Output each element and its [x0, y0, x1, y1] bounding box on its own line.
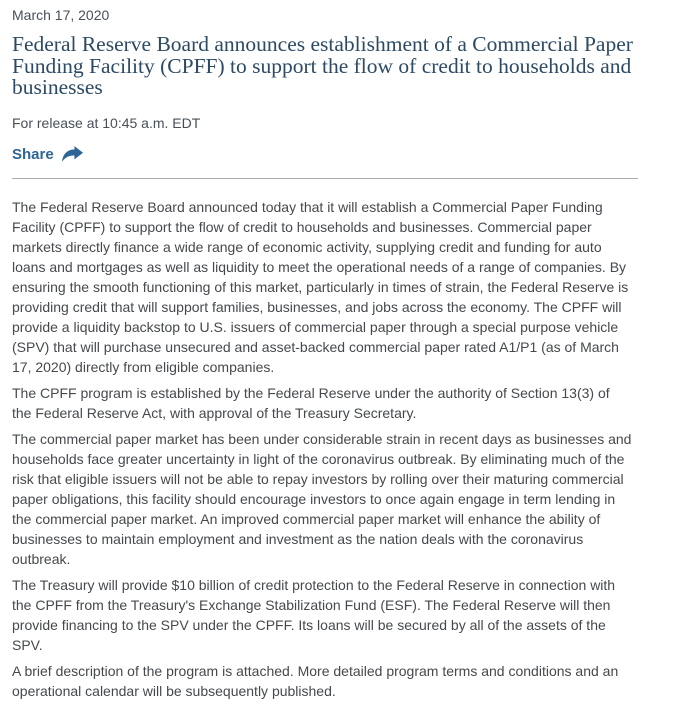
- page-title: Federal Reserve Board announces establishment of a Commercial Paper Funding Facility (CPFF) to support the flow of credit to households and businesses: [12, 32, 633, 99]
- article-paragraph-5: A brief description of the program is attached. More detailed program terms and conditions and an operational calendar will be subsequently published.: [12, 662, 619, 699]
- article-body: [12, 197, 632, 701]
- share-link[interactable]: [12, 146, 83, 163]
- release-time-line: For release at 10:45 a.m. EDT: [12, 114, 201, 131]
- article-paragraph-3: The commercial paper market has been under considerable strain in recent days as businesses and households face greater uncertainty in light of the coronavirus outbreak. By eliminating much of the risk that eligible issuers will not be able to repay investors by rolling over their maturing commercial paper obligations, this facility should encourage investors to once again engage in term lending in the commercial paper market. An improved commercial paper market will enhance the ability of businesses to maintain employment and investment as the nation deals with the coronavirus outbreak.: [12, 430, 632, 567]
- content-divider: [12, 178, 638, 179]
- release-date: March 17, 2020: [12, 7, 110, 23]
- share-label: Share: [12, 145, 54, 163]
- share-arrow-icon: [62, 146, 83, 162]
- article-paragraph-1: The Federal Reserve Board announced today that it will establish a Commercial Paper Funding Facility (CPFF) to support the flow of credit to households and businesses. Commercial paper markets directly finance a wide range of economic activity, supplying credit and funding for auto loans and mortgages as well as liquidity to meet the operational needs of a range of companies. By ensuring the smooth functioning of this market, particularly in times of strain, the Federal Reserve is providing credit that will support families, businesses, and jobs across the economy. The CPFF will provide a liquidity backstop to U.S. issuers of commercial paper through a special purpose vehicle (SPV) that will purchase unsecured and asset-backed commercial paper rated A1/P1 (as of March 17, 2020) directly from eligible companies.: [12, 198, 629, 375]
- article-paragraph-4: The Treasury will provide $10 billion of credit protection to the Federal Reserve in connection with the CPFF from the Treasury's Exchange Stabilization Fund (ESF). The Federal Reserve will then provide financing to the SPV under the CPFF. Its loans will be secured by all of the assets of the SPV.: [12, 576, 616, 653]
- article-paragraph-2: The CPFF program is established by the Federal Reserve under the authority of Section 13(3) of the Federal Reserve Act, with approval of the Treasury Secretary.: [12, 384, 610, 421]
